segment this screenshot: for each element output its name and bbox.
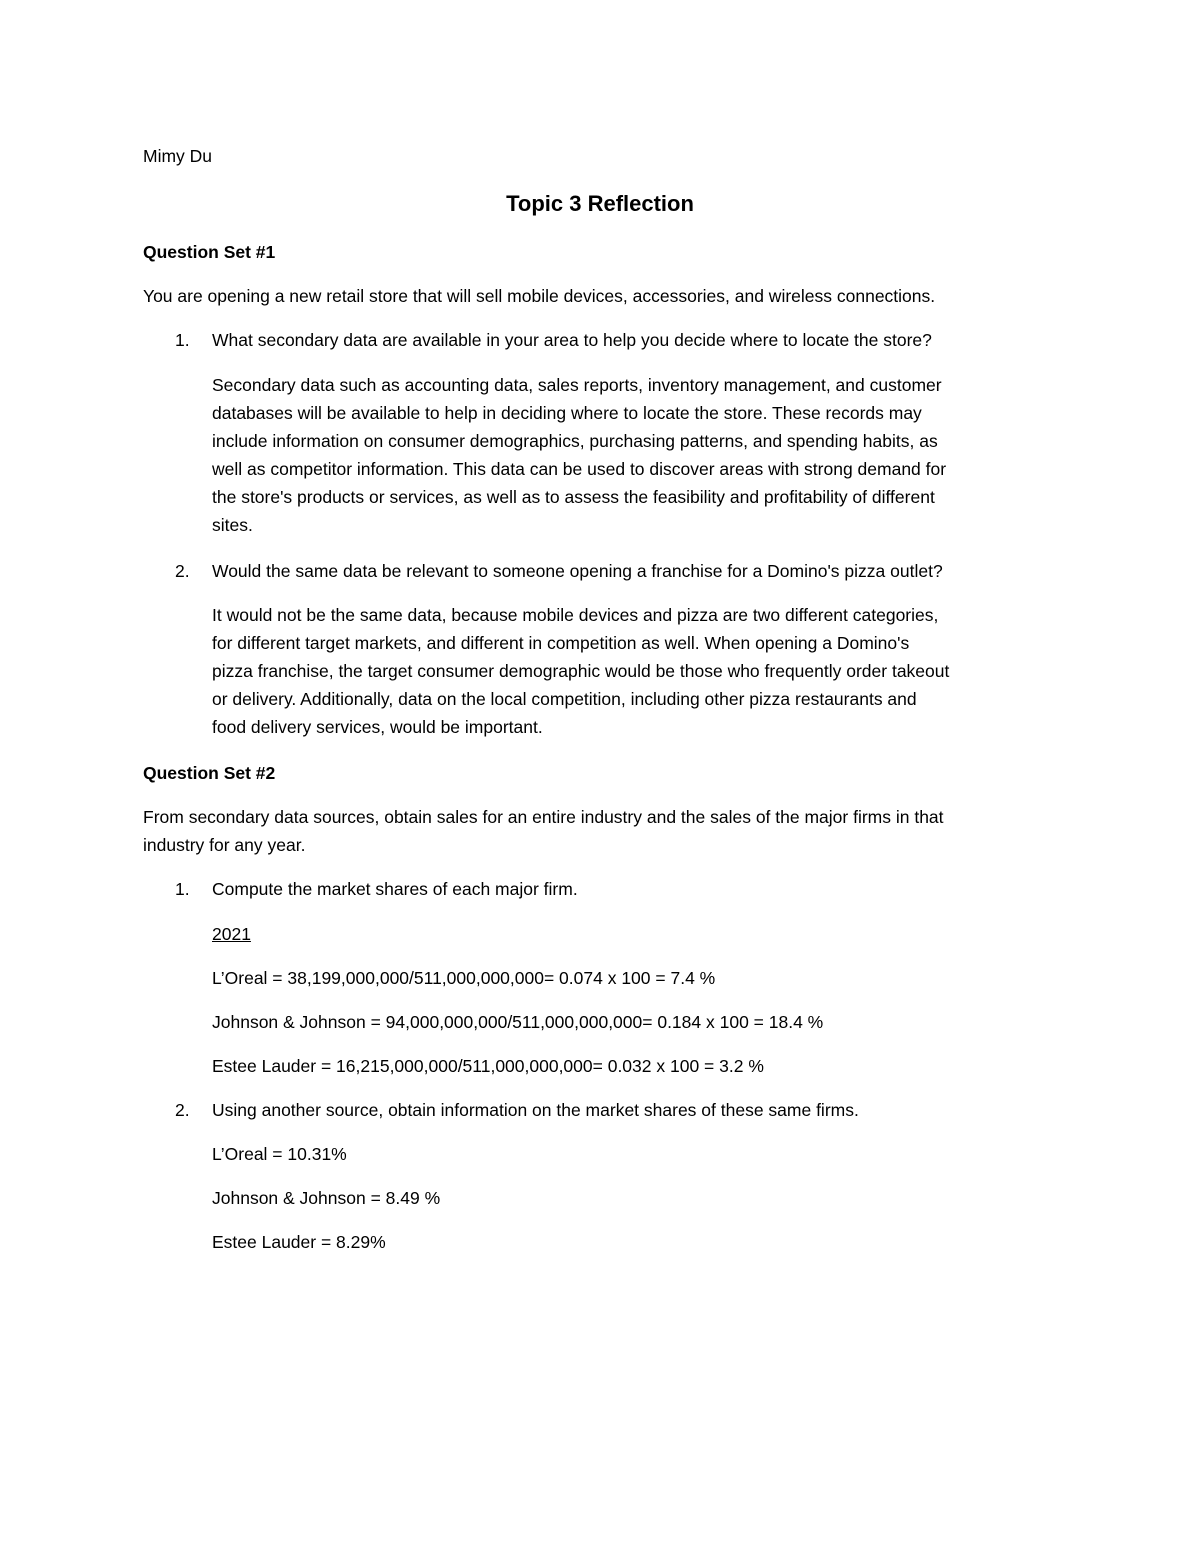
answer-line: or delivery. Additionally, data on the local competition, including other pizza restaurants and [212, 689, 917, 709]
answer-line: the store's products or services, as well as to assess the feasibility and profitability of different [212, 487, 935, 507]
market-share-line: Estee Lauder = 8.29% [212, 1232, 386, 1252]
calculation-line: Estee Lauder = 16,215,000,000/511,000,000,000= 0.032 x 100 = 3.2 % [212, 1056, 764, 1076]
question-set-1-intro: You are opening a new retail store that will sell mobile devices, accessories, and wireless connections. [143, 286, 936, 306]
answer-line: food delivery services, would be important. [212, 717, 543, 737]
question-number: 2. [175, 1100, 190, 1120]
answer-line: sites. [212, 515, 253, 535]
question-text: Using another source, obtain information on the market shares of these same firms. [212, 1100, 859, 1120]
question-number: 1. [175, 879, 190, 899]
answer-line: It would not be the same data, because mobile devices and pizza are two different categories, [212, 605, 939, 625]
question-text: Compute the market shares of each major firm. [212, 879, 578, 899]
answer-line: for different target markets, and different in competition as well. When opening a Domino's [212, 633, 910, 653]
question-text: What secondary data are available in your area to help you decide where to locate the store? [212, 330, 932, 350]
question-number: 1. [175, 330, 190, 350]
author-name: Mimy Du [143, 146, 213, 166]
market-share-line: Johnson & Johnson = 8.49 % [212, 1188, 441, 1208]
year-label: 2021 [212, 924, 251, 944]
question-text: Would the same data be relevant to someone opening a franchise for a Domino's pizza outlet? [212, 561, 943, 581]
calculation-line: Johnson & Johnson = 94,000,000,000/511,000,000,000= 0.184 x 100 = 18.4 % [212, 1012, 824, 1032]
question-set-2-intro-line: From secondary data sources, obtain sales for an entire industry and the sales of the major firms in that [143, 807, 944, 827]
page-title: Topic 3 Reflection [506, 191, 694, 216]
question-set-2-intro-line: industry for any year. [143, 835, 306, 855]
calculation-line: L’Oreal = 38,199,000,000/511,000,000,000= 0.074 x 100 = 7.4 % [212, 968, 716, 988]
answer-line: databases will be available to help in deciding where to locate the store. These records may [212, 403, 922, 423]
answer-line: pizza franchise, the target consumer demographic would be those who frequently order takeout [212, 661, 950, 681]
question-number: 2. [175, 561, 190, 581]
market-share-line: L’Oreal = 10.31% [212, 1144, 347, 1164]
answer-line: well as competitor information. This data can be used to discover areas with strong demand for [212, 459, 947, 479]
answer-line: Secondary data such as accounting data, sales reports, inventory management, and customer [212, 375, 942, 395]
question-set-2-heading: Question Set #2 [143, 763, 276, 783]
answer-line: include information on consumer demographics, purchasing patterns, and spending habits, as [212, 431, 938, 451]
question-set-1-heading: Question Set #1 [143, 242, 276, 262]
